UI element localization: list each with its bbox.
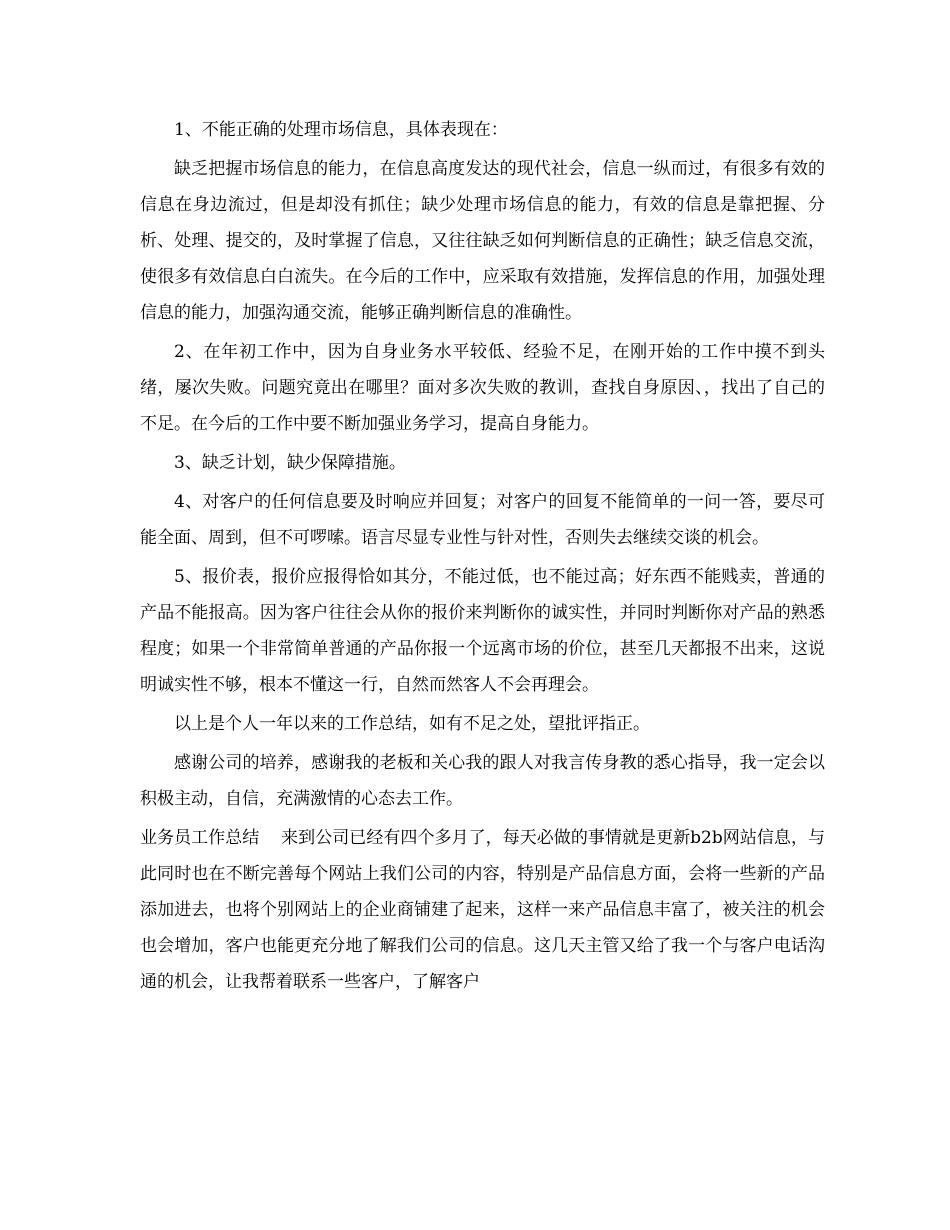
heading-gap (259, 828, 281, 848)
paragraph-market-info: 缺乏把握市场信息的能力，在信息高度发达的现代社会，信息一纵而过，有很多有效的信息在身边流过，但是却没有抓住；缺少处理市场信息的能力，有效的信息是靠把握、分析、处理、提交的，及时掌握了信息，又往往缺乏如何判断信息的正确性；缺乏信息交流，使很多有效信息白白流失。在今后的工作中，应采取有效措施，发挥信息的作用，加强处理信息的能力，加强沟通交流，能够正确判断信息的准确性。 (140, 159, 825, 323)
section-body: 来到公司已经有四个多月了，每天必做的事情就是更新b2b网站信息，与此同时也在不断完善每个网站上我们公司的内容，特别是产品信息方面，会将一些新的产品添加进去，也将个别网站上的企业商铺建了起来，这样一来产品信息丰富了，被关注的机会也会增加，客户也能更充分地了解我们公司的信息。这几天主管又给了我一个与客户电话沟通的机会，让我帮着联系一些客户，了解客户 (140, 828, 825, 992)
section-heading: 业务员工作总结 (140, 828, 260, 848)
section-paragraph (140, 820, 825, 1000)
paragraph-thanks: 感谢公司的培养，感谢我的老板和关心我的跟人对我言传身教的悉心指导，我一定会以积极主动，自信，充满激情的心态去工作。 (140, 753, 825, 809)
paragraph-item-5: 5、报价表，报价应报得恰如其分，不能过低，也不能过高；好东西不能贱卖，普通的产品不能报高。因为客户往往会从你的报价来判断你的诚实性，并同时判断你对产品的熟悉程度；如果一个非常简单普通的产品你报一个远离市场的价位，甚至几天都报不出来，这说明诚实性不够，根本不懂这一行，自然而然客人不会再理会。 (140, 567, 825, 695)
paragraph-summary: 以上是个人一年以来的工作总结，如有不足之处，望批评指正。 (174, 714, 650, 734)
paragraph-item-3: 3、缺乏计划，缺少保障措施。 (174, 453, 406, 473)
paragraph-item-4: 4、对客户的任何信息要及时响应并回复；对客户的回复不能简单的一问一答，要尽可能全面、周到，但不可啰嗦。语言尽显专业性与针对性，否则失去继续交谈的机会。 (140, 492, 825, 548)
paragraph-item-2: 2、在年初工作中，因为自身业务水平较低、经验不足，在刚开始的工作中摸不到头绪，屡次失败。问题究竟出在哪里？面对多次失败的教训，查找自身原因、，找出了自己的不足。在今后的工作中要不断加强业务学习，提高自身能力。 (140, 342, 825, 434)
paragraph-item-1: 1、不能正确的处理市场信息，具体表现在： (174, 120, 508, 140)
document-page (140, 112, 825, 1003)
